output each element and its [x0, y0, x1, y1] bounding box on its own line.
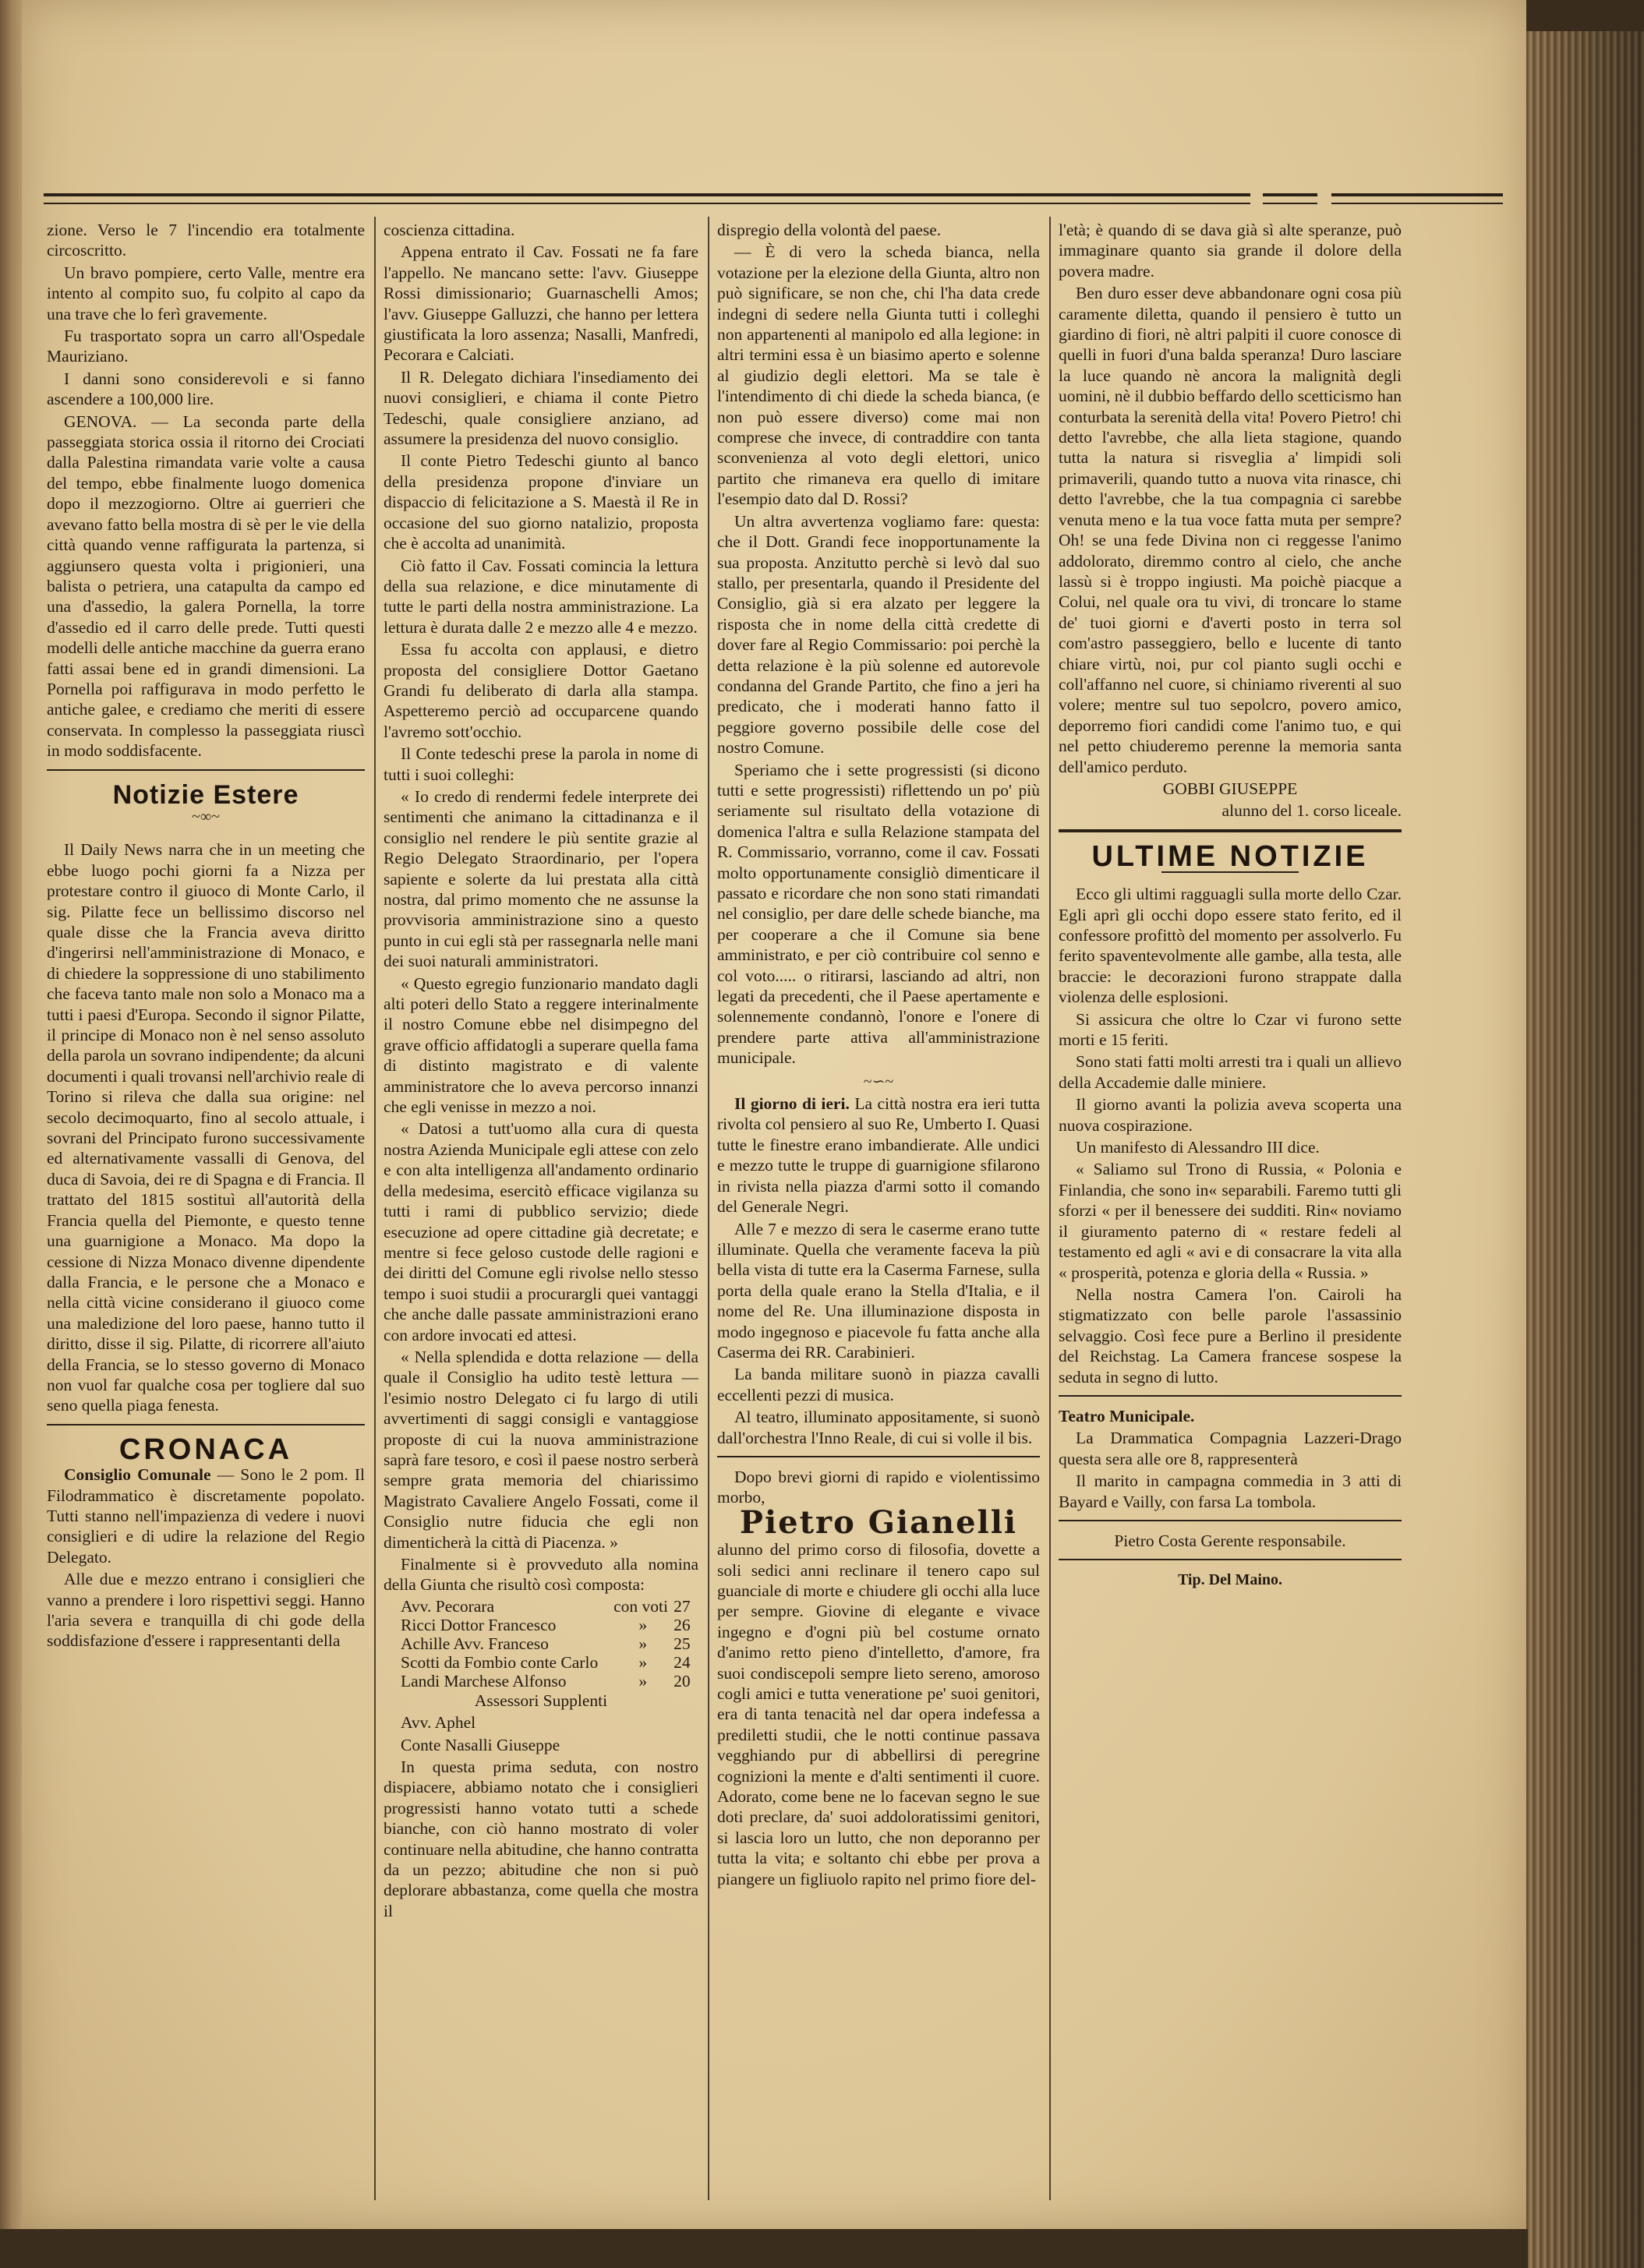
paragraph: Fu trasportato sopra un carro all'Ospedale Mauriziano. [47, 327, 365, 366]
paragraph: La città nostra era ieri tutta rivolta col pensiero al suo Re, Umberto I. Quasi tutte le finestre erano imbandierate. Alle undici e mezzo tutte le truppe di guarnigione sfilarono in rivista nella piazza d'armi sotto il comando del Generale Negri. [717, 1094, 1040, 1217]
paragraph: La banda militare suonò in piazza cavalli eccellenti pezzi di musica. [717, 1365, 1040, 1404]
section-rule [1059, 1559, 1402, 1560]
paragraph: Un manifesto di Alessandro III dice. [1076, 1138, 1320, 1157]
section-rule [47, 1424, 365, 1425]
paragraph: Un altra avvertenza vogliamo fare: questa: che il Dott. Grandi fece inopportunamente la sua proposta. Anzitutto perchè si levò dal suo stallo, per presentarla, quando il Presidente del Consiglio, già si era alzato per leggere la risposta che in nome della città credette di dover fare al Regio Commissario: poi perchè la detta relazione è la più solenne ed autorevole condanna del Grande Partito, che fino a jeri ha predicato, che i moderati hanno fatto il peggiore governo possibile delle cose del nostro Comune. [717, 511, 1040, 758]
paragraph: — È di vero la scheda bianca, nella votazione per la elezione della Giunta, altro non può significare, se non che, chi l'ha data crede indegni di sedere nella Giunta tutti i colleghi non appartenenti al manipolo ed alla legione: in altri termini essa è un biasimo aperto e solenne al giudizio degli elettori. Ma se tale è l'intendimento di chi diede la scheda bianca, (e non può essere diverso) come mai non comprese che invece, di contraddire con tanta sconvenienza al voto degli elettori, unico partito che rimaneva era quello di imitare l'esempio dato dal D. Rossi? [717, 242, 1040, 509]
paragraph: Nella nostra Camera l'on. Cairoli ha stigmatizzato con belle parole l'assassinio selvaggio. Così fece pure a Berlino il presidente del Reichstag. La Camera francese sospese la seduta in segno di lutto. [1059, 1284, 1402, 1387]
vote-mark: » [638, 1615, 648, 1634]
signature-name: GOBBI GIUSEPPE [1162, 779, 1298, 798]
paragraph: Il marito in campagna commedia in 3 atti di Bayard e Vailly, con farsa La tombola. [1059, 1471, 1402, 1511]
vote-count: 24 [674, 1652, 691, 1672]
paragraph: I danni sono considerevoli e si fanno ascendere a 100,000 lire. [47, 369, 365, 409]
table-row [401, 1634, 691, 1653]
supplenti-heading: Assessori Supplenti [474, 1690, 608, 1710]
paragraph: « Saliamo sul Trono di Russia, « Polonia e Finlandia, che sono in« separabili. Faremo tutti gli sforzi « per il benessere dei sudditi. Rin« noviamo il giuramento paterno di « restare fedeli al testamento ed agli « avi e di consacrare la vita alla « prosperità, potenza e gloria della « Russia. » [1059, 1160, 1402, 1282]
vote-mark: » [638, 1652, 648, 1672]
supplente-name: Avv. Aphel [401, 1713, 476, 1733]
paragraph: Ben duro esser deve abbandonare ogni cosa più caramente diletta, quando il pensiero è tutto un giardino di fiori, nè altri palpiti il cuore conosce di quelli in fuori d'una balda speranza! Duro lasciare la luce quando nè ancora la malignità degli uomini, nè il dubbio beffardo dello scetticismo han conturbata la serenità della vita! Povero Pietro! chi detto l'avrebbe, che alla lieta stagione, quando tutta la natura si risveglia a' limpidi soli primaverili, quando tutto a nuova vita rinasce, chi detto l'avrebbe, che la tua compagnia ci sarebbe venuta meno e la tua voce fatta muta per sempre? Oh! se una fede Divina non ci reggesse l'animo addolorato, diremmo contro al cielo, che anche lassù si è troppo ingiusti. Ma poichè piacque a Colui, nel quale ora tu vivi, di troncare lo stame de' tuoi giorni e d'averti posto in terra sol com'astro passeggiero, bello e lucente di tanto chiare virtù, noi, pur col pianto sugli occhi e coll'affanno nel cuore, si chiniamo riverenti al suo volere; mentre sul tuo sepolcro, povero amico, deporremo fiori candidi come l'animo tuo, e qui nel petto chiuderemo perenne la memoria santa dell'amico perduto. [1059, 284, 1402, 776]
paragraph: Ecco gli ultimi ragguagli sulla morte dello Czar. Egli aprì gli occhi dopo essere stato ferito, ed il confessore profittò del momento per assolverlo. Fu ferito spaventevolmente alle gambe, alla testa, alle braccie: le decorazioni furono strappate dalla violenza delle esplosioni. [1059, 885, 1402, 1007]
member-name: Ricci Dottor Francesco [401, 1615, 557, 1634]
paragraph: Speriamo che i sette progressisti (si dicono tutti e sette progressisti) riflettendo un po' più seriamente sul risultato della votazione di domenica l'altra e sulla Relazione stampata del R. Commissario, vorranno, come il cav. Fossati molto opportunamente consigliò dimenticare il passato e ricordare che non sono stati rimandati nel consiglio, per dare delle schede bianche, ma per cooperare a che il Comune sia bene amministrato, e per ciò contribuire col senno e col voto..... o ritirarsi, lasciando ad altri, non legati da precedenti, che il Paese apertamente e solennemente condannò, l'onore e l'onere di prendere parte attiva all'amministrazione municipale. [717, 760, 1040, 1068]
paragraph: — Sono le 2 pom. Il Filodrammatico è discretamente popolato. Tutti stanno nell'impazienza di vedere i nuovi consiglieri e di udire la relazione del Regio Delegato. [47, 1465, 365, 1567]
section-title-notizie-estere: Notizie Estere [112, 779, 299, 810]
book-page-edges [1526, 31, 1644, 2268]
paragraph: Il R. Delegato dichiara l'insediamento dei nuovi consiglieri, e chiama il conte Pietro Tedeschi, quale consigliere anziano, ad assumere la presidenza del nuovo consiglio. [384, 367, 698, 449]
newspaper-page [22, 0, 1526, 2229]
binding-bottom-edge [0, 2229, 1528, 2268]
column-1 [47, 220, 365, 2215]
subhead-consiglio-comunale: Consiglio Comunale [64, 1465, 211, 1485]
paragraph: Il giorno avanti la polizia aveva scoperta una nuova cospirazione. [1059, 1095, 1402, 1135]
paragraph: In questa prima seduta, con nostro dispiacere, abbiamo notato che i consiglieri progressisti hanno votato tutti a schede bianche, con ciò hanno mostrato di voler continuare nella abitudine, che hanno contratta da un pezzo; abitudine che non si può deplorare abbastanza, come quella che mostra il [384, 1758, 698, 1920]
paragraph: Il Conte tedeschi prese la parola in nome di tutti i suoi colleghi: [384, 744, 698, 784]
section-rule [1059, 829, 1402, 832]
vote-count: 27 [674, 1596, 691, 1616]
vote-count: 25 [674, 1634, 691, 1653]
member-name: Avv. Pecorara [401, 1596, 494, 1616]
signature-role: alunno del 1. corso liceale. [1222, 801, 1402, 821]
member-name: Scotti da Fombio conte Carlo [401, 1652, 599, 1672]
column-divider [1049, 217, 1051, 2200]
paragraph: « Io credo di rendermi fedele interprete dei sentimenti che animano la cittadinanza e il consiglio nel rendere le più sentite grazie al Regio Delegato Straordinario, per l'opera sapiente e solerte da lui prestata alla città nostra, dal primo momento che ne assunse la provvisoria amministrazione sino a questo punto in cui egli stà per rassegnarla nelle mani dei suoi naturali amministratori. [384, 786, 698, 971]
column-4 [1059, 220, 1402, 2215]
paragraph: Sono stati fatti molti arresti tra i quali un allievo della Accademie dalle miniere. [1059, 1052, 1402, 1092]
column-3 [717, 220, 1040, 2215]
section-rule [1059, 1520, 1402, 1521]
paragraph: zione. Verso le 7 l'incendio era totalmente circoscritto. [47, 221, 365, 260]
column-divider [374, 217, 376, 2200]
vote-count: 26 [674, 1615, 691, 1634]
vote-count: 20 [674, 1671, 691, 1690]
member-name: Achille Avv. Franceso [401, 1634, 549, 1653]
paragraph: Ciò fatto il Cav. Fossati comincia la lettura della sua relazione, e dice minutamente di tutte le parti della nostra amministrazione. La lettura è durata dalle 2 e mezzo alle 4 e mezzo. [384, 556, 698, 637]
subhead-giorno-di-ieri: Il giorno di ieri. [734, 1094, 850, 1114]
paragraph: GENOVA. — La seconda parte della passeggiata storica ossia il ritorno dei Crociati dalla Palestina rimandata varie volte a causa del tempo, ebbe finalmente luogo domenica dopo il mezzogiorno. Oltre ai guerrieri che avevano fatto bella mostra di sè per le vie della città quando venne raffigurata la partenza, si aggiunsero questa volta i prigionieri, una balista o petriera, una catapulta da campo ed una d'assedio, la galera Pornella, la torre d'assedio ed il carro delle prede. Tutti questi modelli delle antiche macchine da guerra erano fatti assai bene ed in grandi dimensioni. La Pornella poi raffigurava in modo perfetto le antiche galee, e crediamo che meriti di essere conservata. In complesso la passeggiata riuscì in modo soddisfacente. [47, 412, 365, 761]
table-row [401, 1616, 691, 1634]
paragraph: Al teatro, illuminato appositamente, si suonò dall'orchestra l'Inno Reale, di cui si volle il bis. [717, 1408, 1040, 1447]
section-rule [1059, 1395, 1402, 1397]
flourish-ornament: ~∽~ [863, 1072, 894, 1090]
top-rule-right [1331, 193, 1503, 204]
section-rule [717, 1456, 1040, 1457]
table-row [401, 1672, 691, 1690]
paragraph: Si assicura che oltre lo Czar vi furono sette morti e 15 feriti. [1059, 1009, 1402, 1050]
obituary-title: Pietro Gianelli [739, 1503, 1018, 1541]
paragraph: La Drammatica Compagnia Lazzeri-Drago questa sera alle ore 8, rappresenterà [1059, 1429, 1402, 1468]
giunta-table [401, 1597, 691, 1690]
vote-mark: » [638, 1634, 648, 1653]
flourish-ornament: ~∞~ [192, 807, 220, 825]
paragraph: alunno del primo corso di filosofia, dovette a soli sedici anni reclinare il tenero capo sul guanciale di morte e chiudere gli occhi alla luce per sempre. Giovine di elegante e vivace ingegno e d'ogni più bel costume ornato d'animo retto pieno d'intelletto, d'amore, fra suoi condiscepoli sempre lieto sereno, amoroso cogli amici e tutta veneratione pe' suoi genitori, era di tanta tenacità nel dar opera indefessa a prediletti studii, che le notti continue passava vegghiando pur di abbellirsi di peregrine cognizioni la mente e d'alti sentimenti il cuore. Adorato, come bene ne lo facevan segno le sue doti preclare, da' suoi addoloratissimi genitori, si lascia loro un lutto, che non deporanno per tutta la vita; e soltanto chi ebbe per prova a piangere un figliuolo rapito nel primo fiore del- [717, 1540, 1040, 1888]
paragraph: Finalmente si è provveduto alla nomina della Giunta che risultò così composta: [384, 1555, 698, 1595]
member-name: Landi Marchese Alfonso [401, 1671, 567, 1690]
paragraph: dispregio della volontà del paese. [717, 221, 942, 239]
column-2 [384, 220, 698, 2215]
vote-mark: con voti [613, 1596, 668, 1616]
table-row [401, 1597, 691, 1616]
section-rule [47, 769, 365, 771]
supplente-name: Conte Nasalli Giuseppe [401, 1735, 560, 1754]
top-rule [44, 193, 1250, 204]
column-divider [708, 217, 709, 2200]
section-title-ultime-notizie: ULTIME NOTIZIE [1091, 839, 1369, 873]
vote-mark: » [638, 1671, 648, 1690]
paragraph: « Questo egregio funzionario mandato dagli alti poteri dello Stato a reggere interinalmente il nostro Comune ebbe nel disimpegno del grave officio affidatogli a superare quella fama di distinto magistrato e di valente amministratore che lo aveva percorso innanzi che egli venisse in mezzo a noi. [384, 973, 698, 1117]
paragraph: Alle due e mezzo entrano i consiglieri che vanno a prendere i loro rispettivi seggi. Hanno l'aria severa e tranquilla di chi gode della soddisfazione d'essere i rappresentanti della [47, 1570, 365, 1651]
top-rule-gap [1263, 193, 1317, 204]
section-title-cronaca: CRONACA [118, 1433, 293, 1466]
paragraph: Alle 7 e mezzo di sera le caserme erano tutte illuminate. Quella che veramente faceva la più bella vista di tutte era la Caserma Farnese, sulla porta della quale erano la Stella d'Italia, e il nome del Re. Una illuminazione disposta in modo ingegnoso e piacevole fu fatta anche alla Caserma dei RR. Carabinieri. [717, 1219, 1040, 1362]
paragraph: « Datosi a tutt'uomo alla cura di questa nostra Azienda Municipale egli attese con zelo e con alta intelligenza all'andamento ordinario della medesima, esercitò efficace vigilanza su tutti i rami di pubblico servizio; diede esecuzione ad opere cittadine già decretate; e mentre si fece geloso custode delle ragioni e dei diritti del Comune egli rivolse nello stesso tempo i suoi studii a procurargli quei vantaggi che anche dalle passate amministrazioni erano con ardore invocati ed attesi. [384, 1119, 698, 1344]
paragraph: coscienza cittadina. [384, 221, 515, 239]
paragraph: Il Daily News narra che in un meeting che ebbe luogo pochi giorni fa a Nizza per protestare contro il giuoco di Monte Carlo, il sig. Pilatte fece un bellissimo discorso nel quale disse che la Francia aveva diritto d'ingerirsi nell'amministrazione di Monaco, e di chiedere la soppressione di uno stabilimento che faceva tanto male non solo a Monaco ma a tutti i paesi d'Europa. Secondo il signor Pilatte, il principe di Monaco non è nel senso assoluto della parola un sovrano indipendente; da alcuni documenti i quali trovansi nell'archivio reale di Torino si rileva che dalla sua origine: nel secolo decimoquarto, fino al secolo attuale, i sovrani del Principato furono successivamente ed alternativamente vassalli di Genova, del duca di Savoia, dei re di Spagna e di Francia. Il trattato del 1815 sostituì all'autorità della Francia quella del Piemonte, e questo tenne una guarnigione a Monaco. Ma dopo la cessione di Nizza Monaco divenne dipendente dalla Francia, e le persone che a Monaco e nella città vicine considerano il giuoco come una maledizione del loro paese, hanno tutto il diritto, disse il sig. Pilatte, di ricorrere all'aiuto della Francia, se lo stesso governo di Monaco non vuol far qualche cosa per togliere dal suo seno quella piaga fenesta. [47, 840, 365, 1415]
paragraph: « Nella splendida e dotta relazione — della quale il Consiglio ha udito testè lettura — l'esimio nostro Delegato ci fu largo di utili avvertimenti di saggi consigli e vantaggiose proposte di cui la nuova amministrazione saprà fare tesoro, e così il paese nostro serberà sempre grata memoria del chiarissimo Magistrato Cavaliere Angelo Fossati, come il Consiglio nutre fiducia che egli non dimenticherà la città di Piacenza. » [384, 1347, 698, 1552]
subhead-teatro-municipale: Teatro Municipale. [1059, 1406, 1195, 1425]
gerente-line: Pietro Costa Gerente responsabile. [1114, 1531, 1346, 1550]
table-row [401, 1653, 691, 1672]
paragraph: Essa fu accolta con applausi, e dietro proposta del consigliere Dottor Gaetano Grandi fu deliberato di darla alla stampa. Aspetteremo perciò ad occuparcene quando l'avremo sott'occhio. [384, 640, 698, 741]
paragraph: Appena entrato il Cav. Fossati ne fa fare l'appello. Ne mancano sette: l'avv. Giuseppe Rossi dimissionario; Guarnaschelli Amos; l'avv. Giuseppe Galluzzi, che hanno per lettera giustificata la loro assenza; Nasalli, Manfredi, Pecorara e Calciati. [384, 242, 698, 365]
paragraph: Il conte Pietro Tedeschi giunto al banco della presidenza propone d'inviare un dispaccio di felicitazione a S. Maestà il Re in occasione del suo giorno natalizio, proposta che è accolta ad unanimità. [384, 451, 698, 553]
paragraph: Dopo brevi giorni di rapido e violentissimo morbo, [717, 1467, 1040, 1507]
paragraph: Un bravo pompiere, certo Valle, mentre era intento al compito suo, fu colpito al capo da una trave che lo ferì gravemente. [47, 263, 365, 323]
paragraph: l'età; è quando di se dava già sì alte speranze, può immaginare quanto sia grande il dolore della povera madre. [1059, 221, 1402, 281]
printer-line: Tip. Del Maino. [1177, 1571, 1283, 1589]
